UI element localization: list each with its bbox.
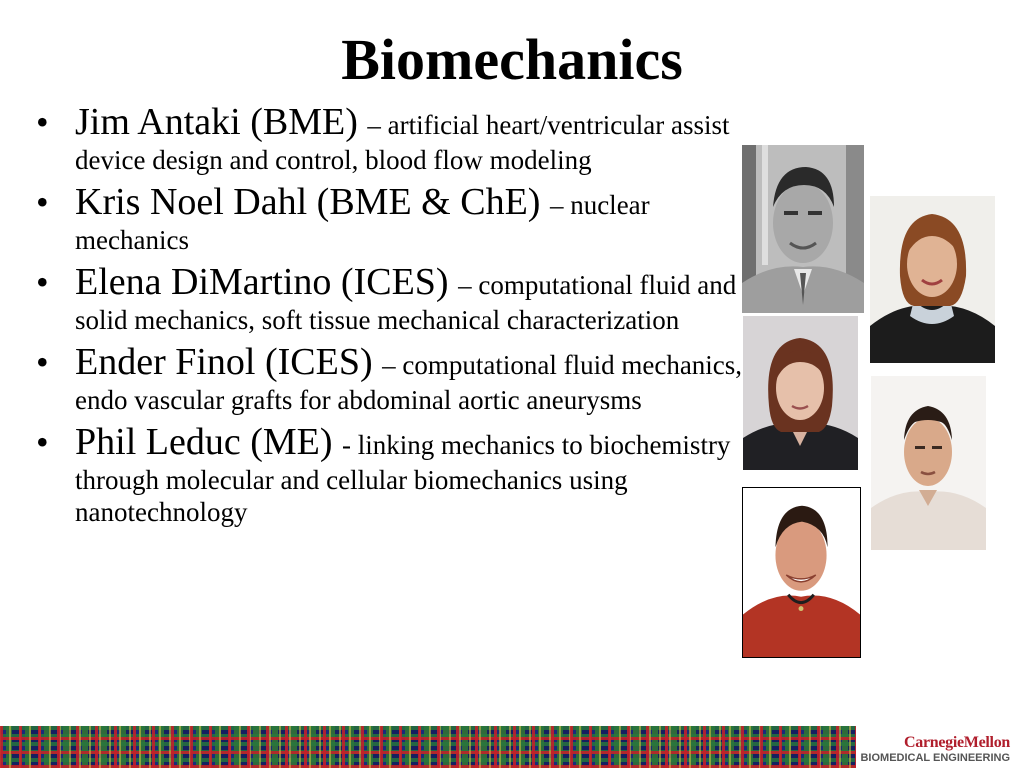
bullet-item-dimartino: [34, 261, 744, 336]
bullet-dot: •: [36, 422, 49, 462]
person-research: - linking mechanics to biochemistry through molecular and cellular biomechanics using nanotechnology: [75, 430, 731, 527]
photo-dahl: [870, 196, 995, 363]
bullet-dot: •: [36, 102, 49, 142]
bullet-dot: •: [36, 342, 49, 382]
bullet-item-dahl: [34, 181, 744, 256]
cmu-logo-subtitle: BIOMEDICAL ENGINEERING: [860, 752, 1010, 764]
person-name: Kris Noel Dahl (BME & ChE): [75, 181, 550, 223]
photo-antaki: [742, 145, 864, 313]
slide-title: Biomechanics: [341, 27, 683, 92]
bullet-item-antaki: [34, 101, 744, 176]
bullet-item-finol: [34, 341, 744, 416]
person-research: – artificial heart/ventricular assist device design and control, blood flow modeling: [75, 110, 730, 175]
bullet-dot: •: [36, 262, 49, 302]
photo-leduc: [742, 487, 861, 658]
person-name: Elena DiMartino (ICES): [75, 261, 459, 303]
person-research: – computational fluid mechanics, endo vascular grafts for abdominal aortic aneurysms: [75, 350, 743, 415]
person-name: Ender Finol (ICES): [75, 341, 383, 383]
bullet-item-leduc: [34, 421, 744, 528]
bullet-list: [34, 101, 744, 533]
person-name: Jim Antaki (BME): [75, 101, 368, 143]
photo-dimartino: [743, 316, 858, 470]
person-name: Phil Leduc (ME): [75, 421, 343, 463]
person-research: – nuclear mechanics: [75, 190, 650, 255]
person-research: – computational fluid and solid mechanics, soft tissue mechanical characterization: [75, 270, 737, 335]
photo-finol: [871, 376, 986, 550]
cmu-logo-name: CarnegieMellon: [904, 734, 1010, 751]
cmu-logo: [860, 734, 1010, 765]
bullet-dot: •: [36, 182, 49, 222]
tartan-footer-band: [0, 726, 856, 768]
